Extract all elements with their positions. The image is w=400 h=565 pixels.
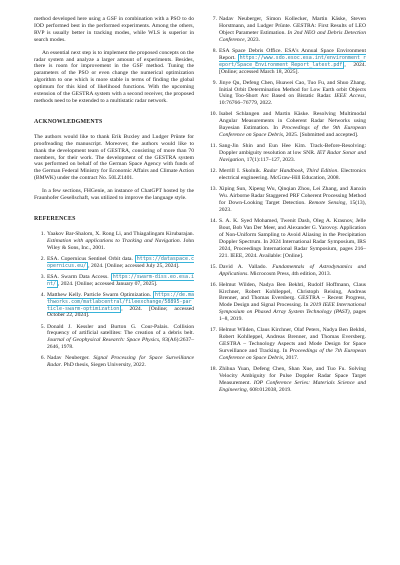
reference-number: 10. — [210, 111, 217, 118]
reference-number: 4. — [40, 291, 45, 298]
reference-text — [219, 218, 366, 259]
reference-number: 6. — [40, 355, 45, 362]
reference-text — [219, 143, 366, 164]
reference-number: 18. — [210, 365, 217, 372]
reference-authors-title: Jinye Qu, Defeng Chen, Huawei Cao, Tuo Fu, and Shuo Zhang. Initial Orbit Determination Method for Low Earth orbit Objects Using Too-Short Arc Based on Bistatic Radar. — [219, 79, 366, 100]
reference-authors-title: ESA. Swarm Data Access. — [47, 273, 111, 280]
reference-authors-title: Nadav Neuberger. — [47, 355, 94, 362]
reference-details: . PhD thesis, Siegen University, 2022. — [60, 362, 146, 369]
acknowledgments-language-paragraph: In a few sections, FHGenie, an instance of ChatGPT hosted by the Fraunhofer Gesellschaft, was utilized to improve the language style. — [34, 188, 194, 202]
reference-number: 2. — [40, 255, 45, 262]
acknowledgments-paragraph: The authors would like to thank Erik Buxley and Ludger Prünte for proofreading the manuscript. Moreover, the authors would like to thank the development team of GESTRA, consisting of more than 70 members, for their work. The development of the GESTRA system was performed on behalf of the German Space Agency with funds of the German Federal Ministry for Economic Affairs and Climate Action (BMWK) under the contract No. 50LZ1401. — [34, 133, 194, 182]
reference-text — [47, 274, 194, 288]
reference-item — [206, 282, 366, 323]
reference-item — [206, 218, 366, 259]
reference-venue: 2019 IEEE International Symposium on Phased Array System Technology (PAST) — [219, 302, 366, 316]
reference-number: 13. — [210, 186, 217, 193]
reference-item — [34, 355, 194, 369]
references-heading: REFERENCES — [34, 215, 76, 222]
reference-authors-title: Helmut Wilden, Claus Kirchner, Olaf Peters, Nadya Ben Bekhti, Robert Kohlleppel, Andreas Brenner, and Thomas Eversberg. GESTRA – Technology Aspects and Mode Design for Space Surveillance and Tracking. In — [219, 327, 366, 354]
reference-number: 5. — [40, 323, 45, 330]
reference-item — [34, 324, 194, 352]
reference-authors-title: Matthew Kelly. Particle Swarm Optimization. — [47, 291, 153, 298]
reference-details: , 17(1):117–127, 2023. — [243, 157, 296, 164]
reference-text — [47, 355, 194, 369]
reference-list-left — [34, 231, 194, 369]
reference-item — [206, 366, 366, 394]
reference-text — [219, 48, 366, 76]
reference-access-note: , 2024. [Online; accessed July 25, 2024]. — [88, 262, 180, 269]
reference-authors-title: ESA Space Debris Office. ESA's Annual Space Environment Report. — [219, 47, 366, 61]
reference-authors-title: Donald J. Kessler and Burton G. Cour-Palais. Collision frequency of artificial satellites: The creation of a debris belt. — [47, 323, 194, 337]
reference-authors-title: ESA. Copernicus Sentinel Orbit data. — [47, 255, 135, 262]
reference-authors-title: Sang-Jin Shin and Eun Hee Kim. Track-Before-Resolving: Doppler ambiguity resolution at low SNR. — [219, 143, 366, 157]
reference-venue: Proceedings of the 7th European Conference on Space Debris — [219, 347, 366, 361]
reference-item — [206, 186, 366, 214]
left-column — [34, 16, 194, 373]
reference-venue: Journal of Geophysical Research: Space Physics — [47, 337, 160, 344]
reference-details: , pages 1–8, 2019. — [219, 309, 366, 323]
reference-details: , 2023. — [244, 36, 260, 43]
reference-text — [219, 282, 366, 323]
reference-item — [206, 16, 366, 44]
reference-text — [219, 366, 366, 394]
reference-authors-title: Isabel Schlangen and Martin Käske. Resolving Multimodal Angular Measurements in Coherent Radar Networks using Bayesian Estimation. In — [219, 111, 366, 132]
intro-paragraph: method developed here using a GSF in combination with a PSO to do IOD performed best in the performed experiments. Among the others, RVP is usually better in tracking modes, while WLS is superior in search modes. — [34, 16, 194, 43]
reference-number: 11. — [210, 143, 217, 150]
reference-text — [47, 292, 194, 320]
reference-venue: Estimation with applications to Tracking and Navigation — [47, 237, 180, 244]
reference-text — [47, 231, 194, 252]
reference-link[interactable]: https://de.mathworks.com/matlabcentral/fileexchange/58895-particle-swarm-optimization — [47, 291, 194, 312]
reference-access-note: , 2024. [Online; accessed October 22, 2024]. — [47, 305, 194, 319]
reference-number: 9. — [212, 79, 217, 86]
reference-text — [219, 111, 366, 139]
reference-text — [219, 168, 366, 182]
reference-text — [47, 324, 194, 352]
reference-text — [219, 16, 366, 44]
reference-number: 16. — [210, 281, 217, 288]
acknowledgments-heading: ACKNOWLEDGMENTS — [34, 118, 103, 125]
reference-venue: Remote Sensing — [308, 199, 346, 206]
reference-authors-title: Merrill I. Skolnik. — [219, 168, 264, 175]
reference-item — [34, 274, 194, 288]
reference-link[interactable]: https://swarm-diss.eo.esa.int/ — [47, 273, 194, 287]
right-column — [206, 16, 366, 398]
reference-number: 1. — [40, 230, 45, 237]
reference-venue: IEEE Access — [334, 93, 365, 100]
reference-item — [34, 231, 194, 252]
reference-item — [206, 143, 366, 164]
reference-authors-title: S. A. K. Syed Mohamed, Twenit Dash, Oleg A. Krasnov, Jelle Bout, Bob Van Der Meer, and Alexander G. Yarovoy. Application of Non-Uniform Sampling to Avoid Aliasing in the Precipitation Doppler Spectrum. In 2024 International Radar Symposium, IRS 2024, Proceedings International Radar Symposium, pages 216–221. IEEE, 2024. Available: [Online]. — [219, 217, 366, 259]
reference-authors-title: Nadav Neuberger, Simon Kollecker, Martin Käske, Steven Horstmann, and Ludger Prünte. GESTRA: First Results of LEO Object Parameter Estimation. — [219, 16, 366, 36]
reference-venue: IOP Conference Series: Materials Science and Engineering — [219, 379, 366, 393]
reference-number: 12. — [210, 168, 217, 175]
reference-text — [219, 264, 366, 278]
reference-details: , 2017. — [282, 354, 299, 361]
reference-list-right — [206, 16, 366, 394]
reference-access-note: , 2024. [Online; accessed March 18, 2025]. — [219, 61, 366, 75]
reference-number: 15. — [210, 263, 217, 270]
reference-item — [206, 327, 366, 362]
reference-authors-title: Helmut Wilden, Nadya Ben Bekhti, Rudolf Hoffmann, Claus Kirchner, Robert Kohlleppel, Christoph Reising, Andreas Brenner, and Thomas Eversberg. GESTRA – Recent Progress, Mode Design and Signal Processing. In — [219, 281, 366, 309]
reference-details: . Electronics electrical engineering. McGraw-Hill Education, 2008. — [219, 168, 366, 182]
reference-venue: Proceedings of the 9th European Conference on Space Debris — [219, 125, 366, 139]
reference-venue: Signal Processing for Space Surveillance Radar — [47, 355, 194, 369]
reference-details: . John Wiley & Sons, Inc., 2001. — [47, 237, 194, 251]
future-work-paragraph: An essential next step is to implement the proposed concepts on the radar system and analyze a larger amount of experiments. Besides, there is room for improvement in the GSF method. Tuning the parameters of the PSO or even change the numerical optimization algorithm to one which is more stable in terms of finding the global optimum for this kind of likelihood functions. With the upcoming extension of the GESTRA system with a second receiver, the proposed methods need to be extended to a multistatic radar network. — [34, 49, 194, 104]
reference-number: 17. — [210, 327, 217, 334]
reference-item — [206, 168, 366, 182]
reference-details: , 83(A6):2637–2646, 1978. — [47, 337, 194, 351]
reference-text — [219, 80, 366, 108]
reference-authors-title: Zhihua Yuan, Defeng Chen, Shan Xue, and Tuo Fu. Solving Velocity Ambiguity for Pulse Doppler Radar Space Target Measurement. — [219, 365, 366, 386]
reference-text — [219, 327, 366, 362]
reference-number: 7. — [212, 16, 217, 22]
reference-authors-title: David A. Vallado. — [219, 263, 273, 270]
reference-details: , 608:012038, 2019. — [246, 386, 292, 393]
reference-item — [206, 264, 366, 278]
reference-venue: Fundamentals of Astrodynamics and Applications — [219, 263, 366, 277]
reference-authors-title: Yaakov Bar-Shalom, X. Rong Li, and Thiagalingam Kirubarajan. — [47, 230, 194, 237]
reference-item — [206, 80, 366, 108]
reference-details: , 10:76766–76779, 2022. — [219, 93, 366, 107]
reference-number: 14. — [210, 217, 217, 224]
reference-number: 8. — [212, 47, 217, 54]
reference-venue: Radar Handbook, Third Edition — [263, 168, 338, 175]
reference-item — [206, 111, 366, 139]
reference-text — [47, 256, 194, 270]
reference-link[interactable]: https://www.sdo.esoc.esa.int/environment_report/Space_Environment_Report_latest.pdf — [219, 54, 366, 68]
reference-venue: IET Radar Sonar and Navigation — [219, 150, 367, 164]
reference-venue: In 2nd NEO and Debris Detection Conference — [219, 29, 367, 43]
reference-details: . Microcosm Press, 4th edition, 2013. — [247, 270, 332, 277]
reference-number: 3. — [40, 273, 45, 280]
reference-item — [206, 48, 366, 76]
reference-item — [34, 256, 194, 270]
reference-access-note: , 2024. [Online; accessed January 07, 2025]. — [58, 280, 158, 287]
reference-text — [219, 186, 366, 214]
reference-item — [34, 292, 194, 320]
reference-details: , 15(13), 2023. — [219, 199, 366, 213]
reference-link[interactable]: https://dataspace.copernicus.eu/ — [47, 255, 194, 269]
reference-authors-title: Xiping Sun, Xipeng Wu, Qinqian Zhou, Lei Zhang, and Jianxin Wu. Airborne Radar Staggered PRF Coherent Processing Method for Down-Looking Target Detection. — [219, 186, 366, 206]
reference-details: , 2025. [Submitted and accepted]. — [282, 132, 359, 139]
